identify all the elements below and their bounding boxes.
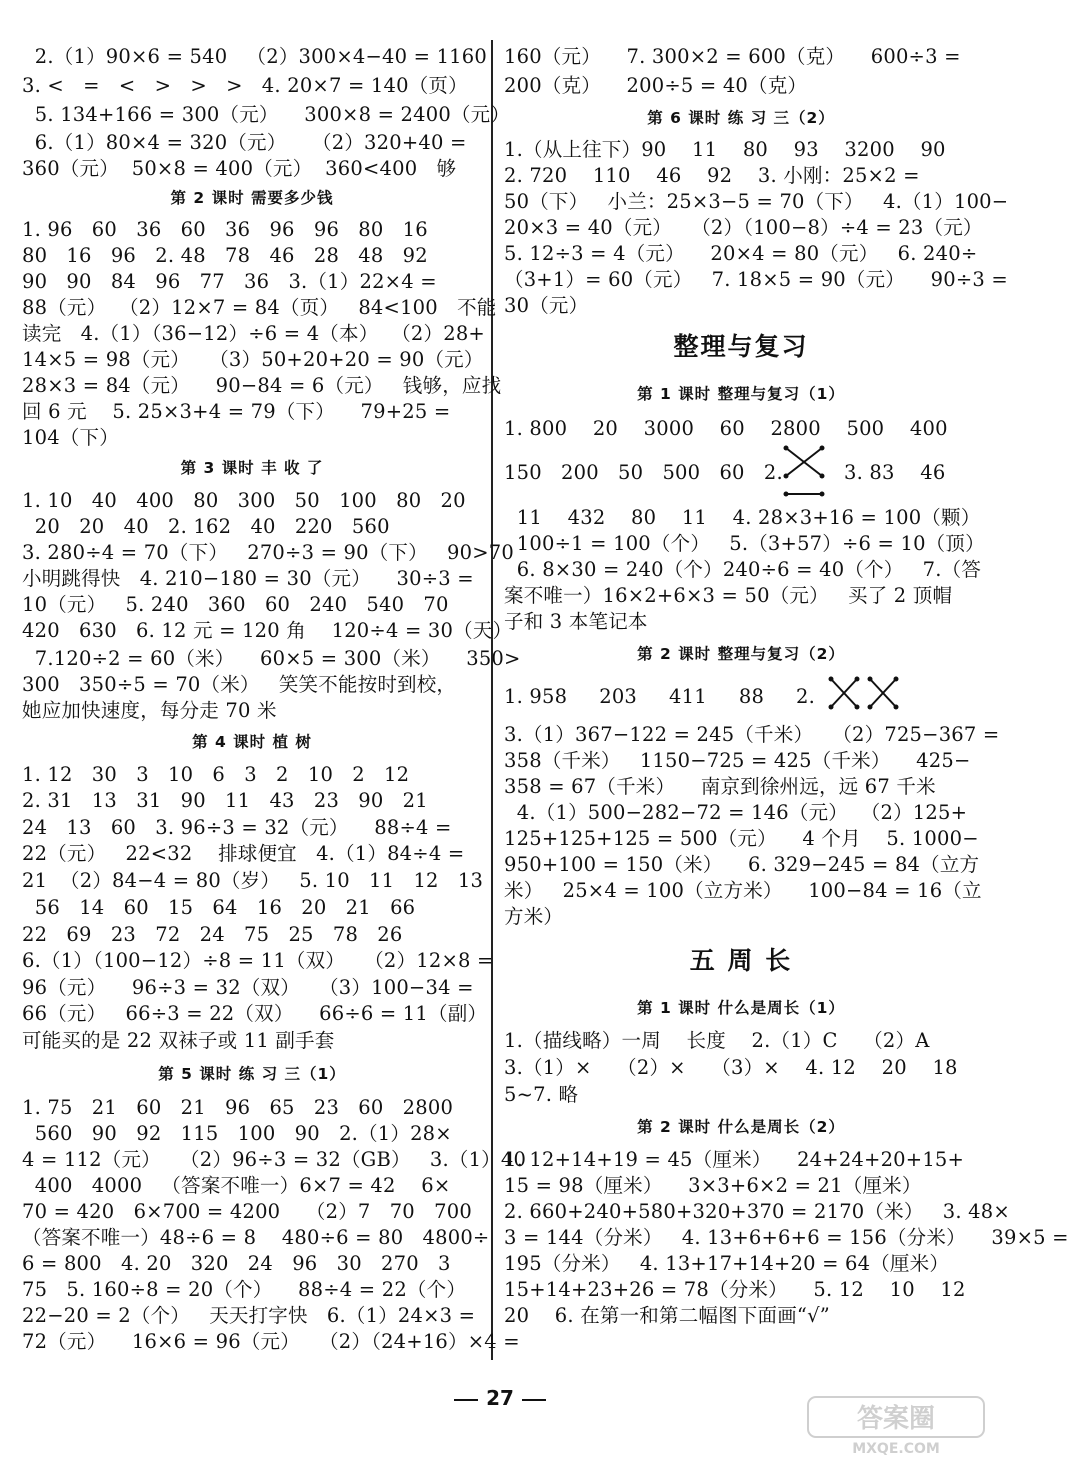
text-line: 22（元） 22<32 排球便宜 4.（1）84÷4 = [22, 842, 465, 865]
text-line: 1. 96 60 36 60 36 96 96 80 16 [22, 218, 428, 241]
text-line: 100÷1 = 100（个） 5.（3+57）÷6 = 10（顶） [504, 532, 985, 555]
text-line: 20×3 = 40（元） （2）（100−8）÷4 = 23（元） [504, 216, 983, 239]
text-line: 72（元） 16×6 = 96（元） （2）（24+16）×4 = [22, 1330, 520, 1353]
text-line: 2. 31 13 31 90 11 43 23 90 21 [22, 789, 428, 812]
text-line: 88（元） （2）12×7 = 84（页） 84<100 不能 [22, 296, 497, 319]
text-line: 2. 720 110 46 92 3. 小刚：25×2 = [504, 164, 920, 187]
text-line: 案不唯一）16×2+6×3 = 50（元） 买了 2 顶帽 [504, 584, 953, 607]
text-line: 125+125+125 = 500（元） 4 个月 5. 1000− [504, 827, 979, 850]
text-line: （3+1）= 60（元） 7. 18×5 = 90（元） 90÷3 = [504, 268, 1008, 291]
text-line: 358 = 67（千米） 南京到徐州远，远 67 千米 [504, 775, 936, 798]
text-line: 3. 83 46 [844, 461, 946, 484]
text-line: 56 14 60 15 64 16 20 21 66 [22, 896, 416, 919]
text-line: 3. 280÷4 = 70（下） 270÷3 = 90（下） 90>70 [22, 541, 514, 564]
section-heading: 第 2 课时 需要多少钱 [170, 189, 334, 207]
text-line: 66（元） 66÷3 = 22（双） 66÷6 = 11（副） [22, 1002, 488, 1025]
text-line: 420 630 6. 12 元 = 120 角 120÷4 = 30（天） [22, 619, 513, 642]
text-line: 1. 12 30 3 10 6 3 2 10 2 12 [22, 763, 410, 786]
text-line: 1.（从上往下）90 11 80 93 3200 90 [504, 138, 946, 161]
text-line: 小明跳得快 4. 210−180 = 30（元） 30÷3 = [22, 567, 474, 590]
chapter-title: 五 周 长 [689, 946, 793, 975]
section-heading: 第 2 课时 整理与复习（2） [637, 645, 845, 663]
text-line: 1. 12+14+19 = 45（厘米） 24+24+20+15+ [504, 1148, 965, 1171]
text-line: 358（千米） 1150−725 = 425（千米） 425− [504, 749, 971, 772]
text-line: 30（元） [504, 294, 589, 317]
text-line: 75 5. 160÷8 = 20（个） 88÷4 = 22（个） [22, 1278, 467, 1301]
text-line: 15 = 98（厘米） 3×3+6×2 = 21（厘米） [504, 1174, 922, 1197]
text-line: 1. 75 21 60 21 96 65 23 60 2800 [22, 1096, 454, 1119]
text-line: 300 350÷5 = 70（米） 笑笑不能按时到校， [22, 673, 457, 696]
watermark-logo [806, 1395, 986, 1457]
section-heading: 第 5 课时 练 习 三（1） [158, 1065, 346, 1083]
text-line: 3.（1）× （2）× （3）× 4. 12 20 18 [504, 1056, 958, 1079]
text-line: 方米） [504, 905, 564, 928]
text-line: 1. 800 20 3000 60 2800 500 400 [504, 417, 948, 440]
section-heading: 第 3 课时 丰 收 了 [180, 459, 324, 477]
page-number-text: 27 [486, 1386, 514, 1410]
text-line: 400 4000 （答案不唯一）6×7 = 42 6× [22, 1174, 451, 1197]
text-line: 360（元） 50×8 = 400（元） 360<400 够 [22, 157, 457, 180]
text-line: 28×3 = 84（元） 90−84 = 6（元） 钱够，应找 [22, 374, 502, 397]
text-line: 3 = 144（分米） 4. 13+6+6+6 = 156（分米） 39×5 = [504, 1226, 1069, 1249]
text-line: 4 = 112（元） （2）96÷3 = 32（GB） 3.（1）40 [22, 1148, 527, 1171]
text-line: 22−20 = 2（个） 天天打字快 6.（1）24×3 = [22, 1304, 476, 1327]
text-line: 4.（1）500−282−72 = 146（元） （2）125+ [504, 801, 968, 824]
text-line: 1. 958 203 411 88 2. [504, 685, 816, 708]
text-line: 1.（描线略）一周 长度 2.（1）C （2）A [504, 1029, 930, 1052]
text-line: 15+14+23+26 = 78（分米） 5. 12 10 12 [504, 1278, 966, 1301]
text-line: 50（下） 小兰：25×3−5 = 70（下） 4.（1）100− [504, 190, 1009, 213]
watermark-line1: 答案圈 [856, 1404, 936, 1434]
matching-lines-figure [780, 442, 828, 500]
dash-right [522, 1399, 546, 1401]
section-heading: 第 1 课时 什么是周长（1） [637, 999, 845, 1017]
text-line: 可能买的是 22 双袜子或 11 副手套 [22, 1029, 335, 1052]
text-line: 读完 4.（1）（36−12）÷6 = 4（本） （2）28+ [22, 322, 485, 345]
text-line: 950+100 = 150（米） 6. 329−245 = 84（立方 [504, 853, 980, 876]
text-line: 5. 12÷3 = 4（元） 20×4 = 80（元） 6. 240÷ [504, 242, 978, 265]
text-line: （答案不唯一）48÷6 = 8 480÷6 = 80 4800÷ [22, 1226, 490, 1249]
text-line: 回 6 元 5. 25×3+4 = 79（下） 79+25 = [22, 400, 451, 423]
text-line: 104（下） [22, 426, 119, 449]
text-line: 21 （2）84−4 = 80（岁） 5. 10 11 12 13 [22, 869, 484, 892]
text-line: 90 90 84 96 77 36 3.（1）22×4 = [22, 270, 437, 293]
text-line: 160（元） 7. 300×2 = 600（克） 600÷3 = [504, 45, 961, 68]
text-line: 24 13 60 3. 96÷3 = 32（元） 88÷4 = [22, 816, 452, 839]
text-line: 70 = 420 6×700 = 4200 （2）7 70 700 [22, 1200, 472, 1223]
dash-left [454, 1399, 478, 1401]
section-heading: 第 6 课时 练 习 三（2） [647, 109, 835, 127]
text-line: 11 432 80 11 4. 28×3+16 = 100（颗） [504, 506, 981, 529]
text-line: 560 90 92 115 100 90 2.（1）28× [22, 1122, 452, 1145]
chapter-title: 整理与复习 [673, 332, 809, 361]
text-line: 2.（1）90×6 = 540 （2）300×4−40 = 1160 [22, 45, 488, 68]
text-line: 20 6. 在第一和第二幅图下面画“√” [504, 1304, 830, 1327]
text-line: 200（克） 200÷5 = 40（克） [504, 74, 808, 97]
text-line: 子和 3 本笔记本 [504, 610, 648, 633]
text-line: 96（元） 96÷3 = 32（双） （3）100−34 = [22, 976, 474, 999]
text-line: 5~7. 略 [504, 1083, 579, 1106]
section-heading: 第 2 课时 什么是周长（2） [637, 1118, 845, 1136]
text-line: 6. 8×30 = 240（个）240÷6 = 40（个） 7.（答 [504, 558, 982, 581]
text-line: 14×5 = 98（元） （3）50+20+20 = 90（元） [22, 348, 484, 371]
text-line: 5. 134+166 = 300（元） 300×8 = 2400（元） [22, 103, 511, 126]
text-line: 3.（1）367−122 = 245（千米） （2）725−367 = [504, 723, 1000, 746]
text-line: 3. < = < > > > 4. 20×7 = 140（页） [22, 74, 468, 97]
text-line: 10（元） 5. 240 360 60 240 540 70 [22, 593, 449, 616]
text-line: 22 69 23 72 24 75 25 78 26 [22, 923, 403, 946]
text-line: 20 20 40 2. 162 40 220 560 [22, 515, 390, 538]
text-line: 6.（1）（100−12）÷8 = 11（双） （2）12×8 = [22, 949, 494, 972]
text-line: 150 200 50 500 60 2. [504, 461, 783, 484]
text-line: 6.（1）80×4 = 320（元） （2）320+40 = [22, 131, 467, 154]
section-heading: 第 4 课时 植 树 [192, 733, 312, 751]
text-line: 6 = 800 4. 20 320 24 96 30 270 3 [22, 1252, 451, 1275]
section-heading: 第 1 课时 整理与复习（1） [637, 385, 845, 403]
watermark-line2: MXQE.COM [852, 1441, 940, 1457]
text-line: 2. 660+240+580+320+370 = 2170（米） 3. 48× [504, 1200, 1010, 1223]
text-line: 1. 10 40 400 80 300 50 100 80 20 [22, 489, 466, 512]
text-line: 195（分米） 4. 13+17+14+20 = 64（厘米） [504, 1252, 950, 1275]
text-line: 80 16 96 2. 48 78 46 28 48 92 [22, 244, 428, 267]
matching-lines-figure [826, 674, 902, 714]
text-line: 米） 25×4 = 100（立方米） 100−84 = 16（立 [504, 879, 982, 902]
text-line: 她应加快速度，每分走 70 米 [22, 699, 277, 722]
text-line: 7.120÷2 = 60（米） 60×5 = 300（米） 350> [22, 647, 521, 670]
